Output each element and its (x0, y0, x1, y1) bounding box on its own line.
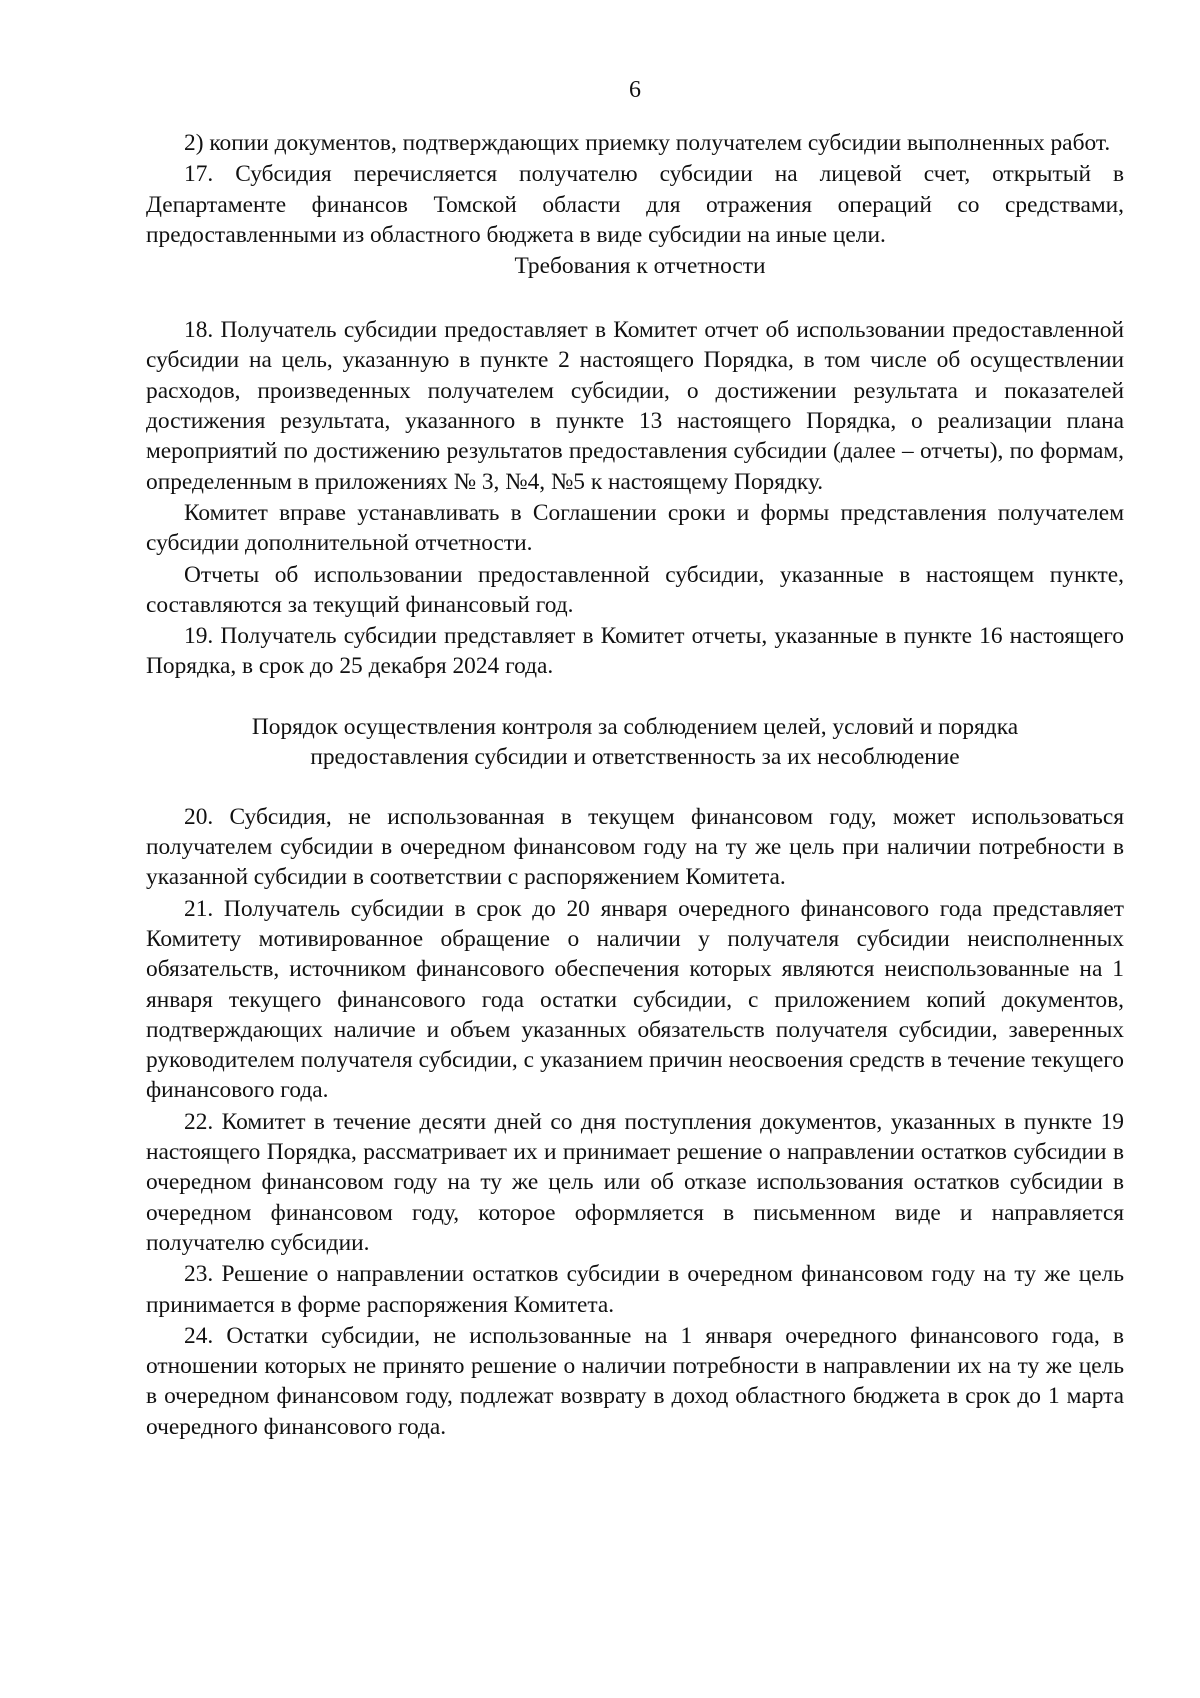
section-heading-reporting: Требования к отчетности (514, 253, 766, 280)
paragraph-20: 20. Субсидия, не использованная в текущем финансовом году, может использоваться получателем субсидии в очередном финансовом году на ту же цель при наличии потребности в указанной субсидии в соответствии с распоряжением Комитета. (146, 803, 1124, 891)
paragraph-18-additional: Комитет вправе устанавливать в Соглашении сроки и формы представления получателем субсидии дополнительной отчетности. (146, 499, 1124, 557)
paragraph-21: 21. Получатель субсидии в срок до 20 января очередного финансового года представляет Комитету мотивированное обращение о наличии у получателя субсидии неисполненных обязательств, источником финансового обеспечения которых являются неиспользованные на 1 января текущего финансового года остатки субсидии, с приложением копий документов, подтверждающих наличие и объем указанных обязательств получателя субсидии, заверенных руководителем получателя субсидии, с указанием причин неосвоения средств в течение текущего финансового года. (146, 895, 1124, 1104)
section-heading-control-line2: предоставления субсидии и ответственность за их несоблюдение (310, 744, 960, 771)
page-number: 6 (629, 77, 641, 103)
paragraph-22: 22. Комитет в течение десяти дней со дня поступления документов, указанных в пункте 19 настоящего Порядка, рассматривает их и принимает решение о направлении остатков субсидии в очередном финансовом году на ту же цель или об отказе использования остатков субсидии в очередном финансовом году, которое оформляется в письменном виде и направляется получателю субсидии. (146, 1108, 1124, 1256)
paragraph-item-2: 2) копии документов, подтверждающих приемку получателем субсидии выполненных работ. (184, 130, 1111, 156)
paragraph-18: 18. Получатель субсидии предоставляет в Комитет отчет об использовании предоставленной субсидии на цель, указанную в пункте 2 настоящего Порядка, в том числе об осуществлении расходов, произведенных получателем субсидии, о достижении результата и показателей достижения результата, указанного в пункте 13 настоящего Порядка, о реализации плана мероприятий по достижению результатов предоставления субсидии (далее – отчеты), по формам, определенным в приложениях № 3, №4, №5 к настоящему Порядку. (146, 317, 1124, 495)
section-heading-control (146, 712, 1124, 802)
paragraph-17: 17. Субсидия перечисляется получателю субсидии на лицевой счет, открытый в Департаменте финансов Томской области для отражения операций со средствами, предоставленными из областного бюджета в виде субсидии на иные цели. (146, 161, 1124, 248)
paragraph-24: 24. Остатки субсидии, не использованные на 1 января очередного финансового года, в отношении которых не принято решение о наличии потребности в направлении их на ту же цель в очередном финансовом году, подлежат возврату в доход областного бюджета в срок до 1 марта очередного финансового года. (146, 1322, 1124, 1440)
paragraph-18-reports: Отчеты об использовании предоставленной субсидии, указанные в настоящем пункте, составляются за текущий финансовый год. (146, 561, 1124, 618)
section-heading-control-line1: Порядок осуществления контроля за соблюдением целей, условий и порядка (251, 713, 1019, 740)
paragraph-19: 19. Получатель субсидии представляет в Комитет отчеты, указанные в пункте 16 настоящего Порядка, в срок до 25 декабря 2024 года. (146, 623, 1124, 680)
document-page (146, 72, 1124, 1443)
paragraph-23: 23. Решение о направлении остатков субсидии в очередном финансовом году на ту же цель принимается в форме распоряжения Комитета. (146, 1261, 1124, 1318)
